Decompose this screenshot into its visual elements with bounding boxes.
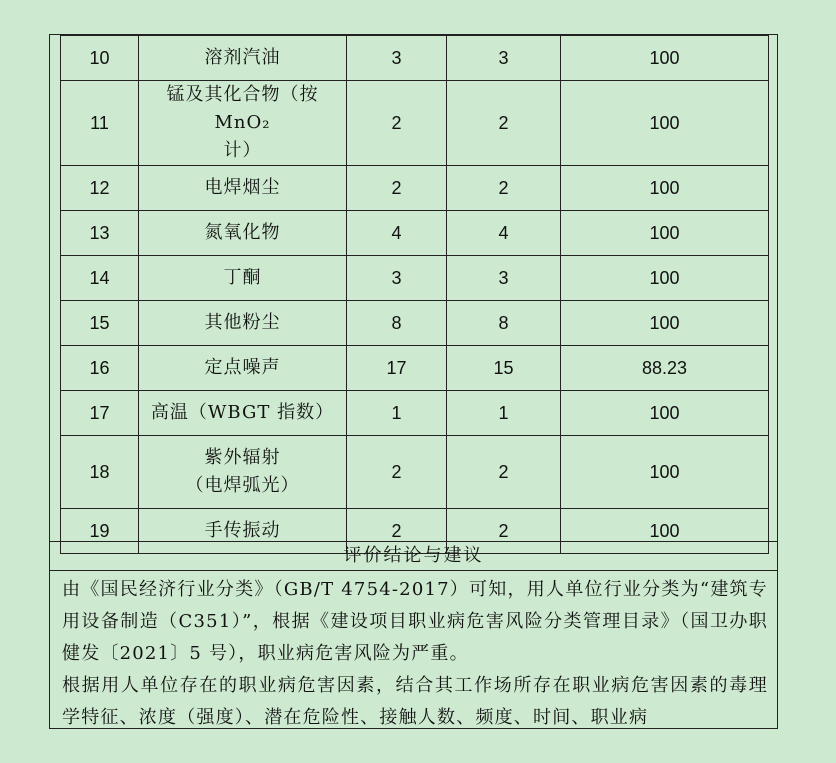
qualified-rate-cell: 100 bbox=[561, 436, 769, 509]
factor-name-line: 丁酮 bbox=[223, 267, 262, 288]
row-number-cell: 18 bbox=[61, 436, 139, 509]
table-row bbox=[61, 36, 769, 81]
evaluation-paragraph: 根据用人单位存在的职业病危害因素，结合其工作场所存在职业病危害因素的毒理学特征、浓度（强度）、潜在危险性、接触人数、频度、时间、职业病 bbox=[62, 675, 768, 728]
factor-name-cell bbox=[139, 166, 347, 211]
sample-count-cell: 4 bbox=[347, 211, 447, 256]
qualified-rate-cell: 88.23 bbox=[561, 346, 769, 391]
factor-name-line: 计） bbox=[223, 140, 262, 161]
sample-count-cell: 2 bbox=[347, 81, 447, 166]
factor-name-line: 紫外辐射 bbox=[204, 447, 281, 468]
row-number-cell: 12 bbox=[61, 166, 139, 211]
evaluation-paragraph: 由《国民经济行业分类》（GB/T 4754-2017）可知，用人单位行业分类为“建筑专用设备制造（C351）”，根据《建设项目职业病危害风险分类管理目录》（国卫办职健发〔2021〕5 号），职业病危害风险为严重。 bbox=[62, 579, 768, 664]
row-number-cell: 19 bbox=[61, 509, 139, 554]
factor-name-line: 高温（WBGT 指数） bbox=[150, 402, 335, 423]
row-number-cell: 15 bbox=[61, 301, 139, 346]
qualified-rate-cell: 100 bbox=[561, 509, 769, 554]
factor-name-cell bbox=[139, 211, 347, 256]
qualified-count-cell: 4 bbox=[447, 211, 561, 256]
sample-count-cell: 17 bbox=[347, 346, 447, 391]
factor-name-line: 手传振动 bbox=[204, 520, 281, 541]
row-number-cell: 16 bbox=[61, 346, 139, 391]
qualified-rate-cell: 100 bbox=[561, 211, 769, 256]
factor-name-cell bbox=[139, 256, 347, 301]
qualified-rate-cell: 100 bbox=[561, 391, 769, 436]
sample-count-cell: 3 bbox=[347, 36, 447, 81]
sample-count-cell: 1 bbox=[347, 391, 447, 436]
row-number-cell: 10 bbox=[61, 36, 139, 81]
qualified-rate-cell: 100 bbox=[561, 256, 769, 301]
evaluation-heading: 评价结论与建议 bbox=[49, 541, 778, 571]
qualified-rate-cell: 100 bbox=[561, 36, 769, 81]
factor-name-cell bbox=[139, 391, 347, 436]
sample-count-cell: 8 bbox=[347, 301, 447, 346]
table-body bbox=[61, 36, 769, 554]
qualified-count-cell: 2 bbox=[447, 436, 561, 509]
qualified-count-cell: 15 bbox=[447, 346, 561, 391]
factor-name-line: 氮氧化物 bbox=[204, 222, 281, 243]
sample-count-cell: 2 bbox=[347, 166, 447, 211]
hazard-results-table bbox=[60, 35, 769, 554]
table-row bbox=[61, 166, 769, 211]
sample-count-cell: 2 bbox=[347, 509, 447, 554]
row-number-cell: 11 bbox=[61, 81, 139, 166]
factor-name-line: （电焊弧光） bbox=[185, 475, 300, 496]
qualified-count-cell: 3 bbox=[447, 256, 561, 301]
table-row bbox=[61, 301, 769, 346]
sample-count-cell: 2 bbox=[347, 436, 447, 509]
factor-name-cell bbox=[139, 346, 347, 391]
factor-name-line: 定点噪声 bbox=[204, 357, 281, 378]
row-number-cell: 13 bbox=[61, 211, 139, 256]
row-number-cell: 17 bbox=[61, 391, 139, 436]
qualified-count-cell: 2 bbox=[447, 81, 561, 166]
qualified-count-cell: 2 bbox=[447, 509, 561, 554]
qualified-rate-cell: 100 bbox=[561, 166, 769, 211]
factor-name-cell bbox=[139, 81, 347, 166]
table-row bbox=[61, 436, 769, 509]
row-number-cell: 14 bbox=[61, 256, 139, 301]
table-row bbox=[61, 391, 769, 436]
table-row bbox=[61, 81, 769, 166]
factor-name-cell bbox=[139, 36, 347, 81]
qualified-rate-cell: 100 bbox=[561, 81, 769, 166]
factor-name-line: 电焊烟尘 bbox=[204, 177, 281, 198]
evaluation-text bbox=[62, 574, 768, 734]
qualified-rate-cell: 100 bbox=[561, 301, 769, 346]
table-row bbox=[61, 256, 769, 301]
factor-name-line: 溶剂汽油 bbox=[204, 47, 281, 68]
factor-name-line: 其他粉尘 bbox=[204, 312, 281, 333]
qualified-count-cell: 2 bbox=[447, 166, 561, 211]
qualified-count-cell: 3 bbox=[447, 36, 561, 81]
factor-name-cell bbox=[139, 436, 347, 509]
sample-count-cell: 3 bbox=[347, 256, 447, 301]
qualified-count-cell: 8 bbox=[447, 301, 561, 346]
qualified-count-cell: 1 bbox=[447, 391, 561, 436]
table-row bbox=[61, 346, 769, 391]
factor-name-line: 锰及其化合物（按MnO₂ bbox=[166, 84, 319, 133]
table-row bbox=[61, 211, 769, 256]
factor-name-cell bbox=[139, 301, 347, 346]
